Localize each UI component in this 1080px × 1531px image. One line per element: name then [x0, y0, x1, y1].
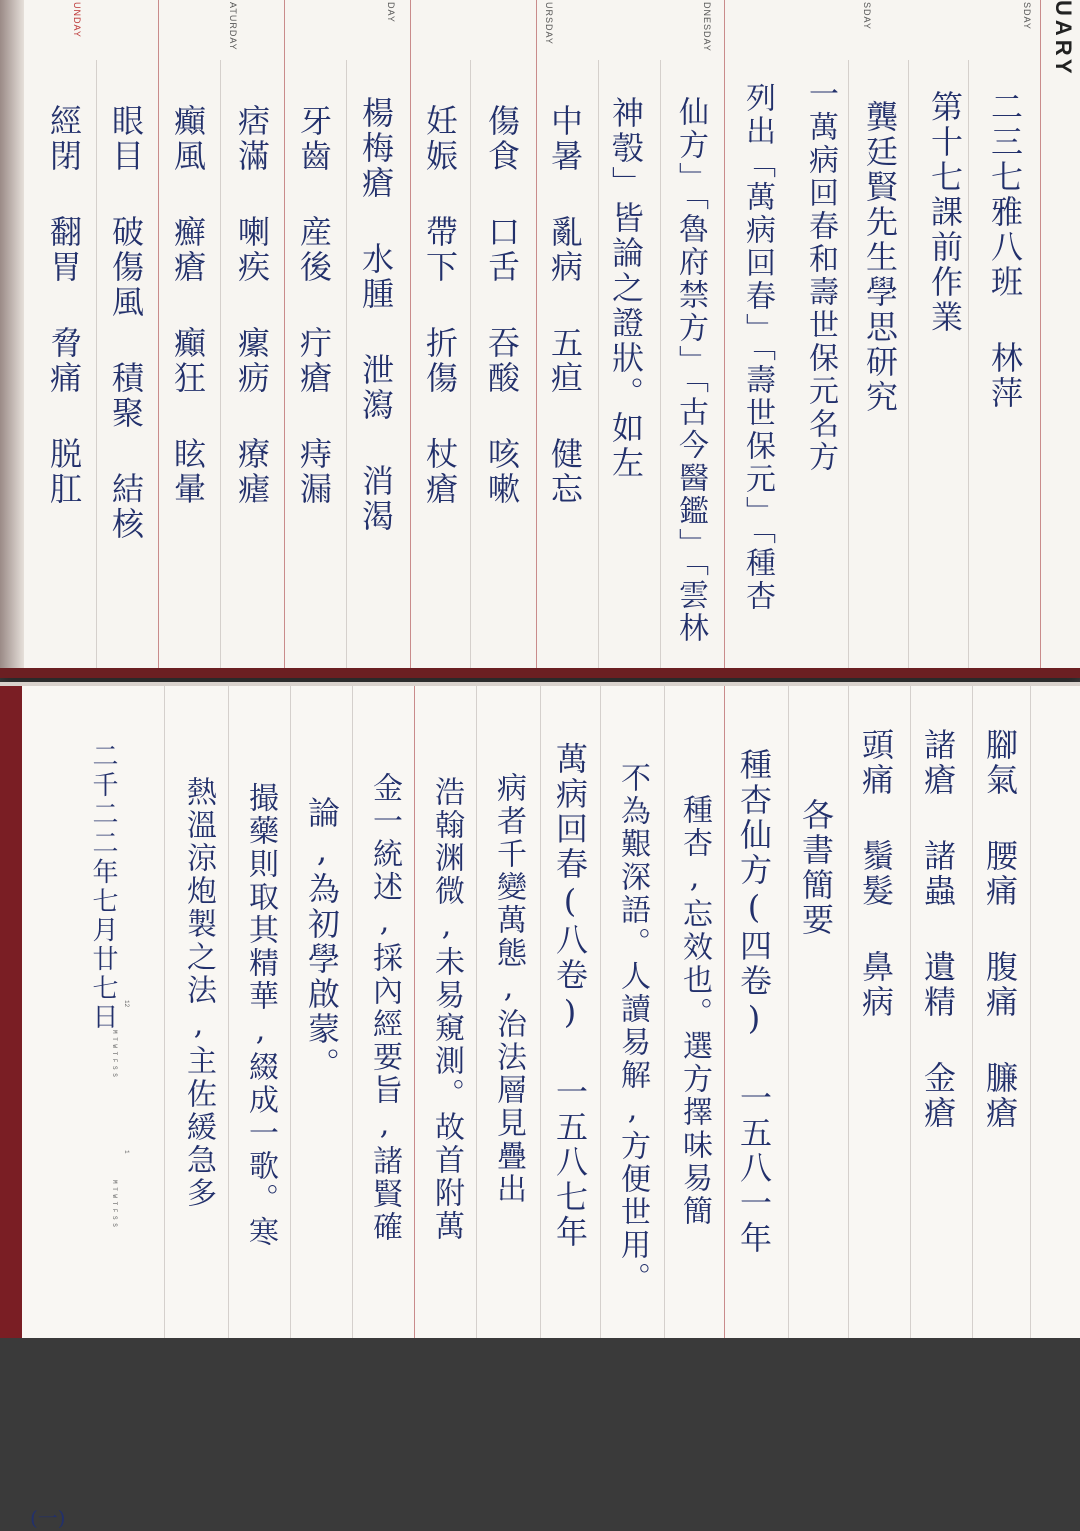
text-column: 癲風 癬瘡 癲狂 眩暈: [169, 104, 207, 507]
page-marker: (一): [30, 1506, 66, 1530]
text-column: 浩翰渊微,未易窺測。故首附萬: [429, 776, 464, 1243]
rule: [908, 60, 909, 668]
text-column: 金一統述,採內經要旨,諸賢確: [367, 772, 402, 1244]
text-column: 牙齒 産後 疔瘡 痔漏: [295, 104, 333, 507]
mini-calendar-month: 12: [123, 1000, 130, 1008]
rule: [220, 60, 221, 668]
rule: [724, 0, 725, 668]
rule: [346, 60, 347, 668]
text-column: 不為艱深語。人讀易解,方便世用。: [615, 762, 650, 1295]
page-edge: [0, 686, 22, 1338]
text-column: 萬病回春(八卷) 一五八七年: [551, 742, 589, 1250]
rule: [1030, 686, 1031, 1338]
text-column: 頭痛 鬚髮 鼻病: [857, 728, 895, 1020]
text-column: 仙方」「魯府禁方」「古今醫鑑」「雲林: [673, 96, 708, 645]
rule: [96, 60, 97, 668]
day-label-sunday: UNDAY: [72, 2, 82, 38]
date-column: 二千二二年七月廿七日: [88, 742, 118, 1032]
notebook-page-bottom: [0, 682, 1080, 1530]
mini-calendar: [44, 1000, 132, 1330]
mini-calendar-month: 1: [123, 1150, 130, 1154]
text-column: 各書簡要: [797, 798, 835, 938]
day-label-tuesday: SDAY: [862, 2, 872, 30]
text-column: 第十七課前作業: [926, 90, 964, 335]
text-column: 龔廷賢先生學思研究: [861, 100, 899, 415]
day-label-wednesday: DNESDAY: [702, 2, 712, 52]
rule: [598, 60, 599, 668]
day-label-friday: DAY: [386, 2, 396, 23]
text-column: 熱溫涼炮製之法,主佐緩急多: [181, 776, 216, 1210]
rule: [352, 686, 353, 1338]
page-edge: [0, 0, 24, 668]
rule: [414, 686, 415, 1338]
text-column: 傷食 口舌 吞酸 咳嗽: [483, 104, 521, 507]
text-column: 眼目 破傷風 積聚 結核: [107, 104, 145, 542]
rule: [228, 686, 229, 1338]
rule: [600, 686, 601, 1338]
day-label-saturday: ATURDAY: [228, 2, 238, 51]
text-column: 妊娠 帶下 折傷 杖瘡: [421, 104, 459, 507]
text-column: 論,為初學啟蒙。: [303, 796, 341, 1082]
rule: [284, 0, 285, 668]
rule: [724, 686, 725, 1338]
text-column: 中暑 亂病 五疸 健忘: [546, 104, 584, 507]
mini-calendar-weekdays: M T W T F S S: [111, 1030, 118, 1077]
text-column: 腳氣 腰痛 腹痛 臁瘡: [981, 728, 1019, 1131]
rule: [470, 60, 471, 668]
text-column: 種杏,忘效也。選方擇味易簡: [677, 794, 712, 1228]
rule: [848, 60, 849, 668]
text-column: 神彀」皆論之證狀。如左: [607, 96, 645, 481]
rule: [410, 0, 411, 668]
text-column: 二三七雅八班 林萍: [986, 90, 1024, 411]
text-column: 撮藥則取其精華,綴成一歌。寒: [243, 782, 278, 1249]
text-column: 種杏仙方(四卷) 一五八一年: [735, 748, 773, 1256]
text-column: 列出「萬病回春」「壽世保元」「種杏: [740, 82, 775, 613]
rule: [788, 686, 789, 1338]
mini-calendar-weekdays: M T W T F S S: [111, 1180, 118, 1227]
notebook-page-top: [0, 0, 1080, 678]
text-column: 經閉 翻胃 脅痛 脱肛: [45, 104, 83, 507]
rule: [664, 686, 665, 1338]
month-header: UARY: [1051, 0, 1076, 78]
rule: [476, 686, 477, 1338]
text-column: 病者千變萬態,治法層見疊出: [491, 772, 526, 1206]
day-label-thursday: URSDAY: [544, 2, 554, 45]
rule: [1040, 0, 1041, 668]
rule: [660, 60, 661, 668]
rule: [290, 686, 291, 1338]
text-column: 痞滿 喇疾 瘰疬 療瘧: [233, 104, 271, 507]
text-column: 一萬病回春和壽世保元名方: [803, 78, 838, 474]
rule: [158, 0, 159, 668]
rule: [540, 686, 541, 1338]
rule: [972, 686, 973, 1338]
text-column: 楊梅瘡 水腫 泄瀉 消渴: [357, 96, 395, 534]
day-label-monday: SDAY: [1022, 2, 1032, 30]
rule: [968, 60, 969, 668]
rule: [848, 686, 849, 1338]
rule: [910, 686, 911, 1338]
text-column: 諸瘡 諸蟲 遺精 金瘡: [919, 728, 957, 1131]
rule: [536, 0, 537, 668]
rule: [164, 686, 165, 1338]
